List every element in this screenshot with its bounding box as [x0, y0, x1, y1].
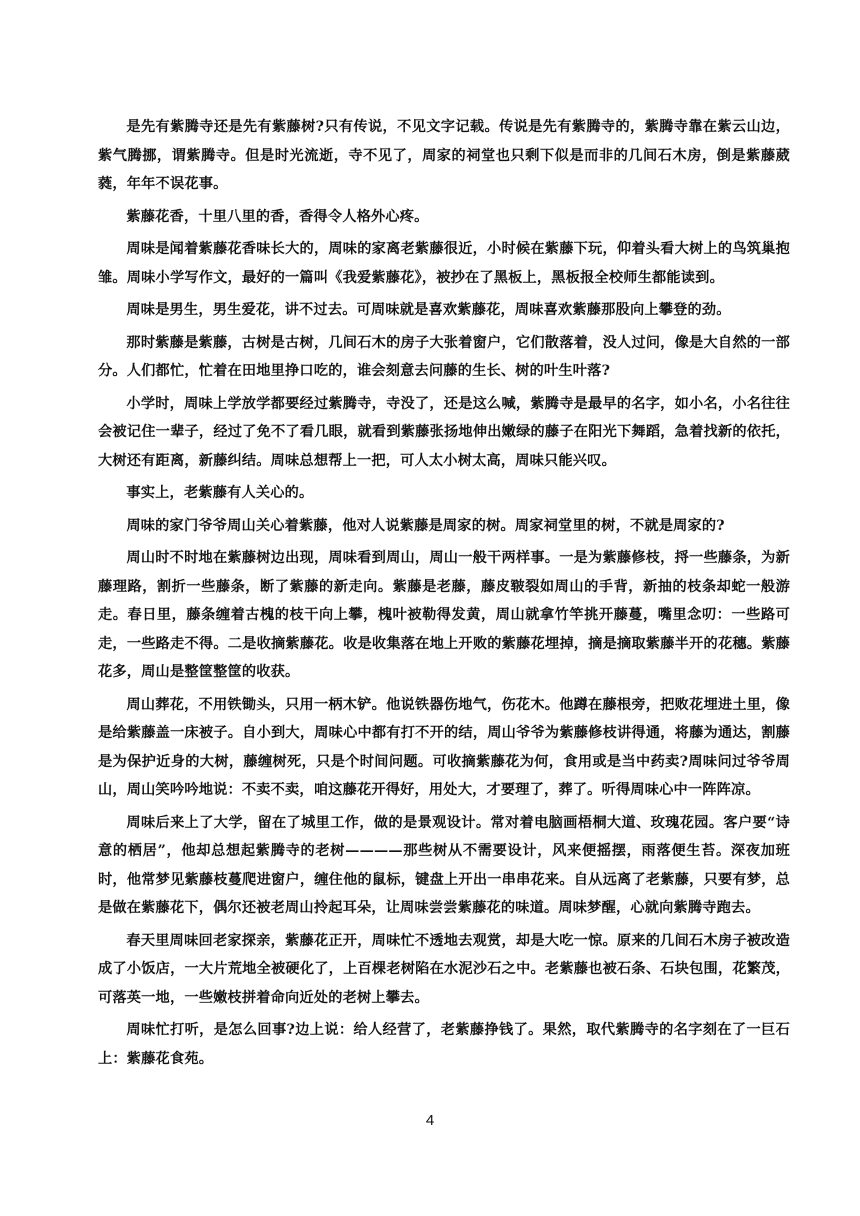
paragraph: 是先有紫腾寺还是先有紫藤树?只有传说，不见文字记载。传说是先有紫腾寺的，紫腾寺靠在紫云山边，紫气腾挪，谓紫腾寺。但是时光流逝，寺不见了，周家的祠堂也只剩下似是而非的几间石木房，倒是紫藤葳蕤，年年不误花事。 [98, 119, 790, 192]
page-number: 4 [425, 1112, 435, 1129]
paragraph: 周味的家门爷爷周山关心着紫藤，他对人说紫藤是周家的树。周家祠堂里的树，不就是周家的? [126, 517, 725, 534]
paragraph: 周味忙打听，是怎么回事?边上说：给人经营了，老紫藤挣钱了。果然，取代紫腾寺的名字刻在了一巨石上：紫藤花食苑。 [98, 1022, 790, 1067]
paragraph: 周味是闻着紫藤花香味长大的，周味的家离老紫藤很近，小时候在紫藤下玩，仰着头看大树上的鸟筑巢抱雏。周味小学写作文，最好的一篇叫《我爱紫藤花》，被抄在了黑板上，黑板报全校师生都能读到。 [98, 241, 790, 286]
paragraph: 周山时不时地在紫藤树边出现，周味看到周山，周山一般干两样事。一是为紫藤修枝，捋一些藤条，为新藤理路，割折一些藤条，断了紫藤的新走向。紫藤是老藤，藤皮皲裂如周山的手背，新抽的枝条却蛇一般游走。春日里，藤条缠着古槐的枝干向上攀，槐叶被勒得发黄，周山就拿竹竿挑开藤蔓，嘴里念叨：一些路可走，一些路走不得。二是收摘紫藤花。收是收集落在地上开败的紫藤花埋掉，摘是摘取紫藤半开的花穗。紫藤花多，周山是整筐整筐的收获。 [98, 550, 790, 680]
paragraph: 那时紫藤是紫藤，古树是古树，几间石木的房子大张着窗户，它们散落着，没人过问，像是大自然的一部分。人们都忙，忙着在田地里挣口吃的，谁会刻意去问藤的生长、树的叶生叶落? [98, 334, 790, 379]
paragraph: 周山葬花，不用铁锄头，只用一柄木铲。他说铁器伤地气，伤花木。他蹲在藤根旁，把败花埋进土里，像是给紫藤盖一床被子。自小到大，周味心中都有打不开的结，周山爷爷为紫藤修枝讲得通，将藤为通达，割藤是为保护近身的大树，藤缠树死，只是个时间问题。可收摘紫藤花为何，食用或是当中药卖?周味问过爷爷周山，周山笑吟吟地说：不卖不卖，咱这藤花开得好，用处大，才要理了，葬了。听得周味心中一阵阵凉。 [98, 696, 790, 798]
paragraph: 周味后来上了大学，留在了城里工作，做的是景观设计。常对着电脑画梧桐大道、玫瑰花园。客户要“诗意的栖居”，他却总想起紫腾寺的老树————那些树从不需要设计，风来便摇摆，雨落便生苔。深夜加班时，他常梦见紫藤枝蔓爬进窗户，缠住他的鼠标，键盘上开出一串串花来。自从远离了老紫藤，只要有梦，总是做在紫藤花下，偶尔还被老周山拎起耳朵，让周味尝尝紫藤花的味道。周味梦醒，心就向紫腾寺跑去。 [98, 814, 790, 916]
paragraph: 小学时，周味上学放学都要经过紫腾寺，寺没了，还是这么喊，紫腾寺是最早的名字，如小名，小名往往会被记住一辈子，经过了免不了看几眼，就看到紫藤张扬地伸出嫩绿的藤子在阳光下舞蹈，急着找新的依托，大树还有距离，新藤纠结。周味总想帮上一把，可人太小树太高，周味只能兴叹。 [98, 395, 790, 469]
article-body [98, 113, 790, 1077]
paragraph: 春天里周味回老家探亲，紫藤花正开，周味忙不透地去观赏，却是大吃一惊。原来的几间石木房子被改造成了小饭店，一大片荒地全被硬化了，上百棵老树陷在水泥沙石之中。老紫藤也被石条、石块包围，花繁茂，可落英一地，一些嫩枝拼着命向近处的老树上攀去。 [98, 932, 790, 1006]
paragraph: 事实上，老紫藤有人关心的。 [126, 485, 314, 501]
paragraph: 周味是男生，男生爱花，讲不过去。可周味就是喜欢紫藤花，周味喜欢紫藤那股向上攀登的劲。 [126, 302, 731, 318]
paragraph: 紫藤花香，十里八里的香，香得令人格外心疼。 [126, 208, 429, 225]
